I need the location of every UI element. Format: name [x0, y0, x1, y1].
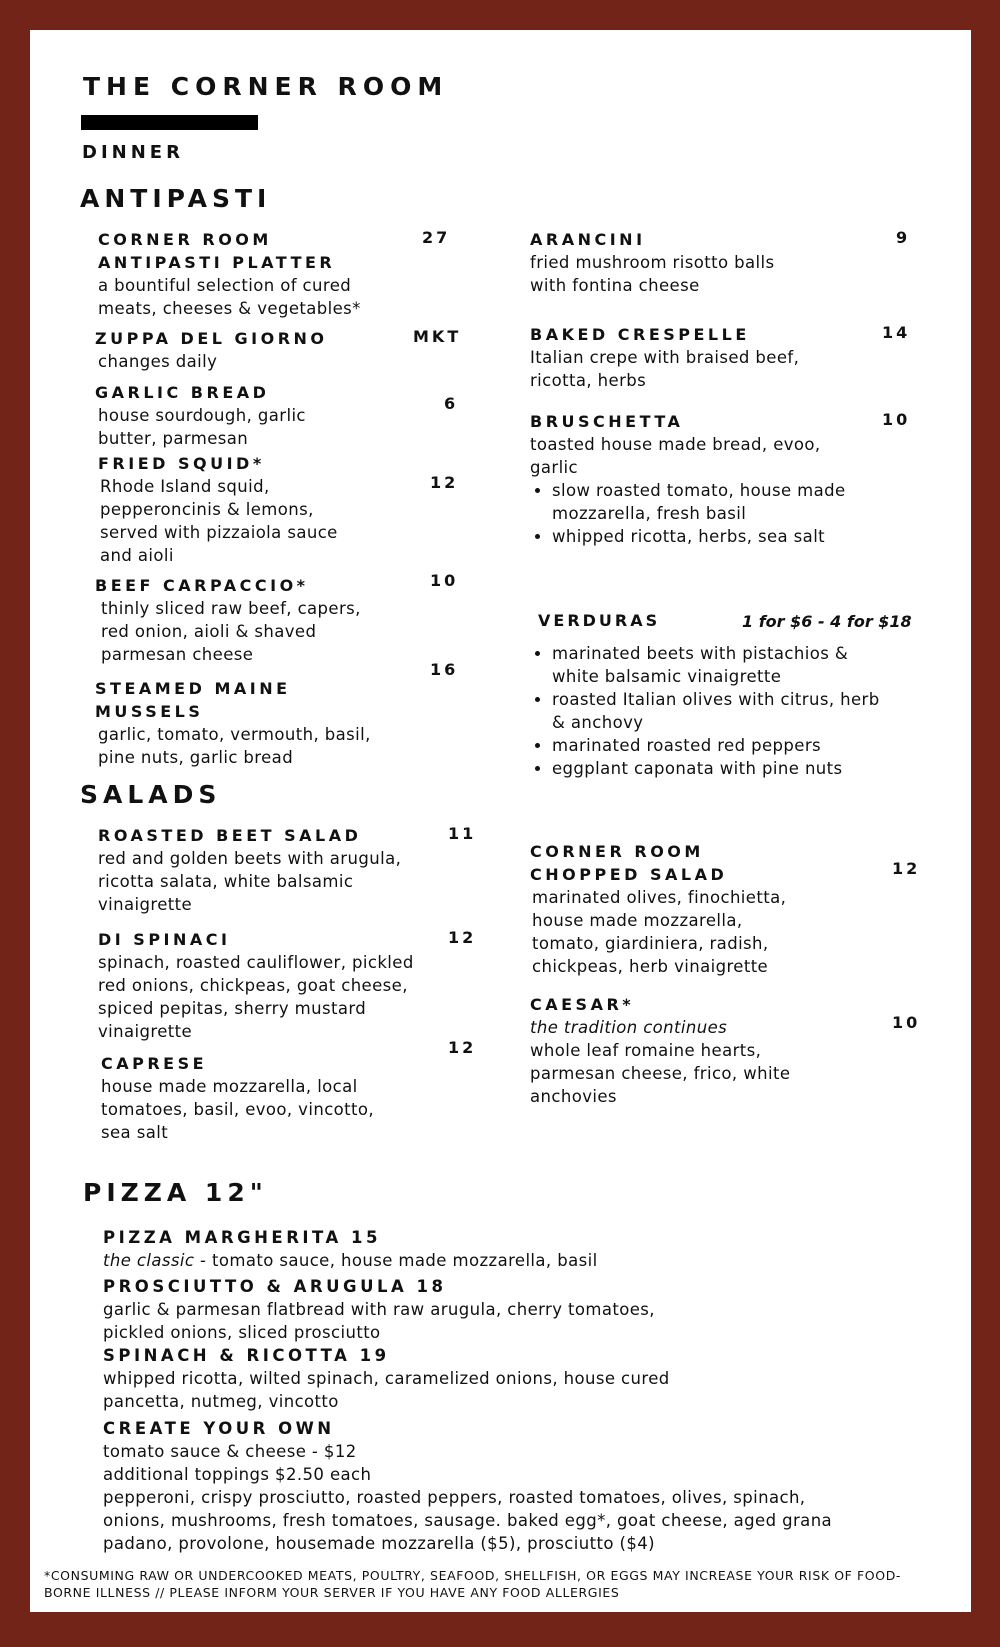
item-description: tomato sauce & cheese - $12	[103, 1442, 357, 1461]
item-note: the tradition continues	[530, 1018, 728, 1037]
menu-item	[103, 1417, 883, 1555]
menu-item	[530, 840, 820, 978]
item-description: fried mushroom risotto balls with fontina cheese	[530, 253, 775, 295]
menu-item	[95, 327, 385, 373]
item-description: garlic, tomato, vermouth, basil, pine nuts, garlic bread	[98, 725, 371, 767]
item-description: a bountiful selection of cured meats, cheeses & vegetables*	[98, 276, 361, 318]
item-description: toasted house made bread, evoo, garlic	[530, 435, 821, 477]
item-name: CAPRESE	[101, 1054, 208, 1073]
item-description: Italian crepe with braised beef, ricotta, herbs	[530, 348, 800, 390]
menu-item	[98, 928, 428, 1043]
item-description: house made mozzarella, local tomatoes, basil, evoo, vincotto, sea salt	[101, 1077, 375, 1142]
list-item: • marinated roasted red peppers	[552, 734, 882, 757]
antipasti-heading: ANTIPASTI	[80, 184, 272, 213]
item-price: 9	[896, 228, 911, 247]
pizza-section	[103, 1226, 883, 1555]
list-item: • eggplant caponata with pine nuts	[552, 757, 882, 780]
salads-heading: SALADS	[80, 780, 222, 809]
menu-item	[95, 574, 385, 666]
title-underline-bar	[81, 115, 258, 130]
item-description: marinated olives, finochietta, house made mozzarella, tomato, giardiniera, radish, chickpeas, herb vinaigrette	[532, 888, 787, 976]
menu-item	[95, 677, 395, 769]
item-price: 10	[882, 410, 911, 429]
item-price: 10	[892, 1013, 921, 1032]
list-item: • marinated beets with pistachios & white balsamic vinaigrette	[552, 642, 882, 688]
item-name: GARLIC BREAD	[95, 383, 270, 402]
verduras-title: VERDURAS	[538, 611, 661, 630]
list-item: • whipped ricotta, herbs, sea salt	[552, 525, 852, 548]
item-description: pepperoni, crispy prosciutto, roasted peppers, roasted tomatoes, olives, spinach, onions, mushrooms, fresh tomatoes, sausage. baked egg*, goat cheese, aged grana padano, provolone, housemade mozzarella ($5), prosciutto ($4)	[103, 1488, 833, 1553]
allergy-footnote: *CONSUMING RAW OR UNDERCOOKED MEATS, POULTRY, SEAFOOD, SHELLFISH, OR EGGS MAY INCREASE YOUR RISK OF FOOD-BORNE ILLNESS // PLEASE INFORM YOUR SERVER IF YOU HAVE ANY FOOD ALLERGIES	[44, 1568, 902, 1600]
verduras-list	[530, 642, 882, 780]
item-price: MKT	[413, 327, 462, 346]
item-name: ARANCINI	[530, 230, 646, 249]
pizza-heading: PIZZA 12"	[83, 1178, 268, 1207]
item-name: FRIED SQUID*	[98, 454, 265, 473]
item-name: CAESAR*	[530, 995, 635, 1014]
item-description: spinach, roasted cauliflower, pickled red onions, chickpeas, goat cheese, spiced pepitas, sherry mustard vinaigrette	[98, 953, 414, 1041]
item-price: 12	[892, 859, 921, 878]
item-description: whipped ricotta, wilted spinach, caramelized onions, house cured pancetta, nutmeg, vincotto	[103, 1369, 670, 1411]
menu-item	[530, 323, 830, 392]
item-description: changes daily	[98, 352, 218, 371]
menu-item	[101, 1052, 401, 1144]
item-name: CREATE YOUR OWN	[103, 1419, 335, 1438]
item-name: PIZZA MARGHERITA 15	[103, 1228, 381, 1247]
menu-item	[530, 410, 850, 548]
item-name: PROSCIUTTO & ARUGULA 18	[103, 1277, 447, 1296]
item-name: STEAMED MAINE MUSSELS	[95, 679, 291, 721]
item-name: SPINACH & RICOTTA 19	[103, 1346, 390, 1365]
menu-item	[530, 993, 820, 1108]
item-price: 16	[430, 660, 459, 679]
meal-label: DINNER	[82, 142, 184, 163]
menu-item	[103, 1344, 883, 1413]
item-name: CORNER ROOM ANTIPASTI PLATTER	[98, 230, 336, 272]
menu-page	[30, 30, 971, 1612]
item-price: 14	[882, 323, 911, 342]
menu-item	[98, 452, 368, 567]
menu-item	[103, 1226, 883, 1272]
item-name: BAKED CRESPELLE	[530, 325, 750, 344]
menu-item	[530, 228, 810, 297]
menu-item	[103, 1275, 883, 1344]
item-price: 6	[444, 394, 459, 413]
item-price: 12	[430, 473, 459, 492]
item-price: 12	[448, 928, 477, 947]
item-name: BEEF CARPACCIO*	[95, 576, 309, 595]
item-description: additional toppings $2.50 each	[103, 1465, 372, 1484]
list-item: • slow roasted tomato, house made mozzarella, fresh basil	[552, 479, 852, 525]
menu-item	[95, 381, 385, 450]
list-item: • roasted Italian olives with citrus, herb & anchovy	[552, 688, 882, 734]
item-price: 12	[448, 1038, 477, 1057]
item-description: garlic & parmesan flatbread with raw arugula, cherry tomatoes, pickled onions, sliced prosciutto	[103, 1300, 655, 1342]
item-name: BRUSCHETTA	[530, 412, 684, 431]
item-name: DI SPINACI	[98, 930, 231, 949]
menu-item	[98, 824, 428, 916]
item-description: - tomato sauce, house made mozzarella, basil	[194, 1251, 598, 1270]
item-name: CORNER ROOM CHOPPED SALAD	[530, 842, 728, 884]
item-description: red and golden beets with arugula, ricotta salata, white balsamic vinaigrette	[98, 849, 402, 914]
item-description: house sourdough, garlic butter, parmesan	[98, 406, 306, 448]
item-name: ROASTED BEET SALAD	[98, 826, 362, 845]
item-price: 27	[422, 228, 451, 247]
item-price: 10	[430, 571, 459, 590]
item-name: ZUPPA DEL GIORNO	[95, 329, 328, 348]
restaurant-name: THE CORNER ROOM	[83, 72, 449, 101]
item-note: the classic	[103, 1251, 195, 1270]
item-description: thinly sliced raw beef, capers, red onion, aioli & shaved parmesan cheese	[101, 599, 361, 664]
item-price: 11	[448, 824, 477, 843]
bullet-list	[530, 479, 852, 548]
menu-item	[98, 228, 378, 320]
item-description: whole leaf romaine hearts, parmesan cheese, frico, white anchovies	[530, 1041, 791, 1106]
verduras-price: 1 for $6 - 4 for $18	[742, 612, 912, 631]
item-description: Rhode Island squid, pepperoncinis & lemons, served with pizzaiola sauce and aioli	[100, 477, 338, 565]
